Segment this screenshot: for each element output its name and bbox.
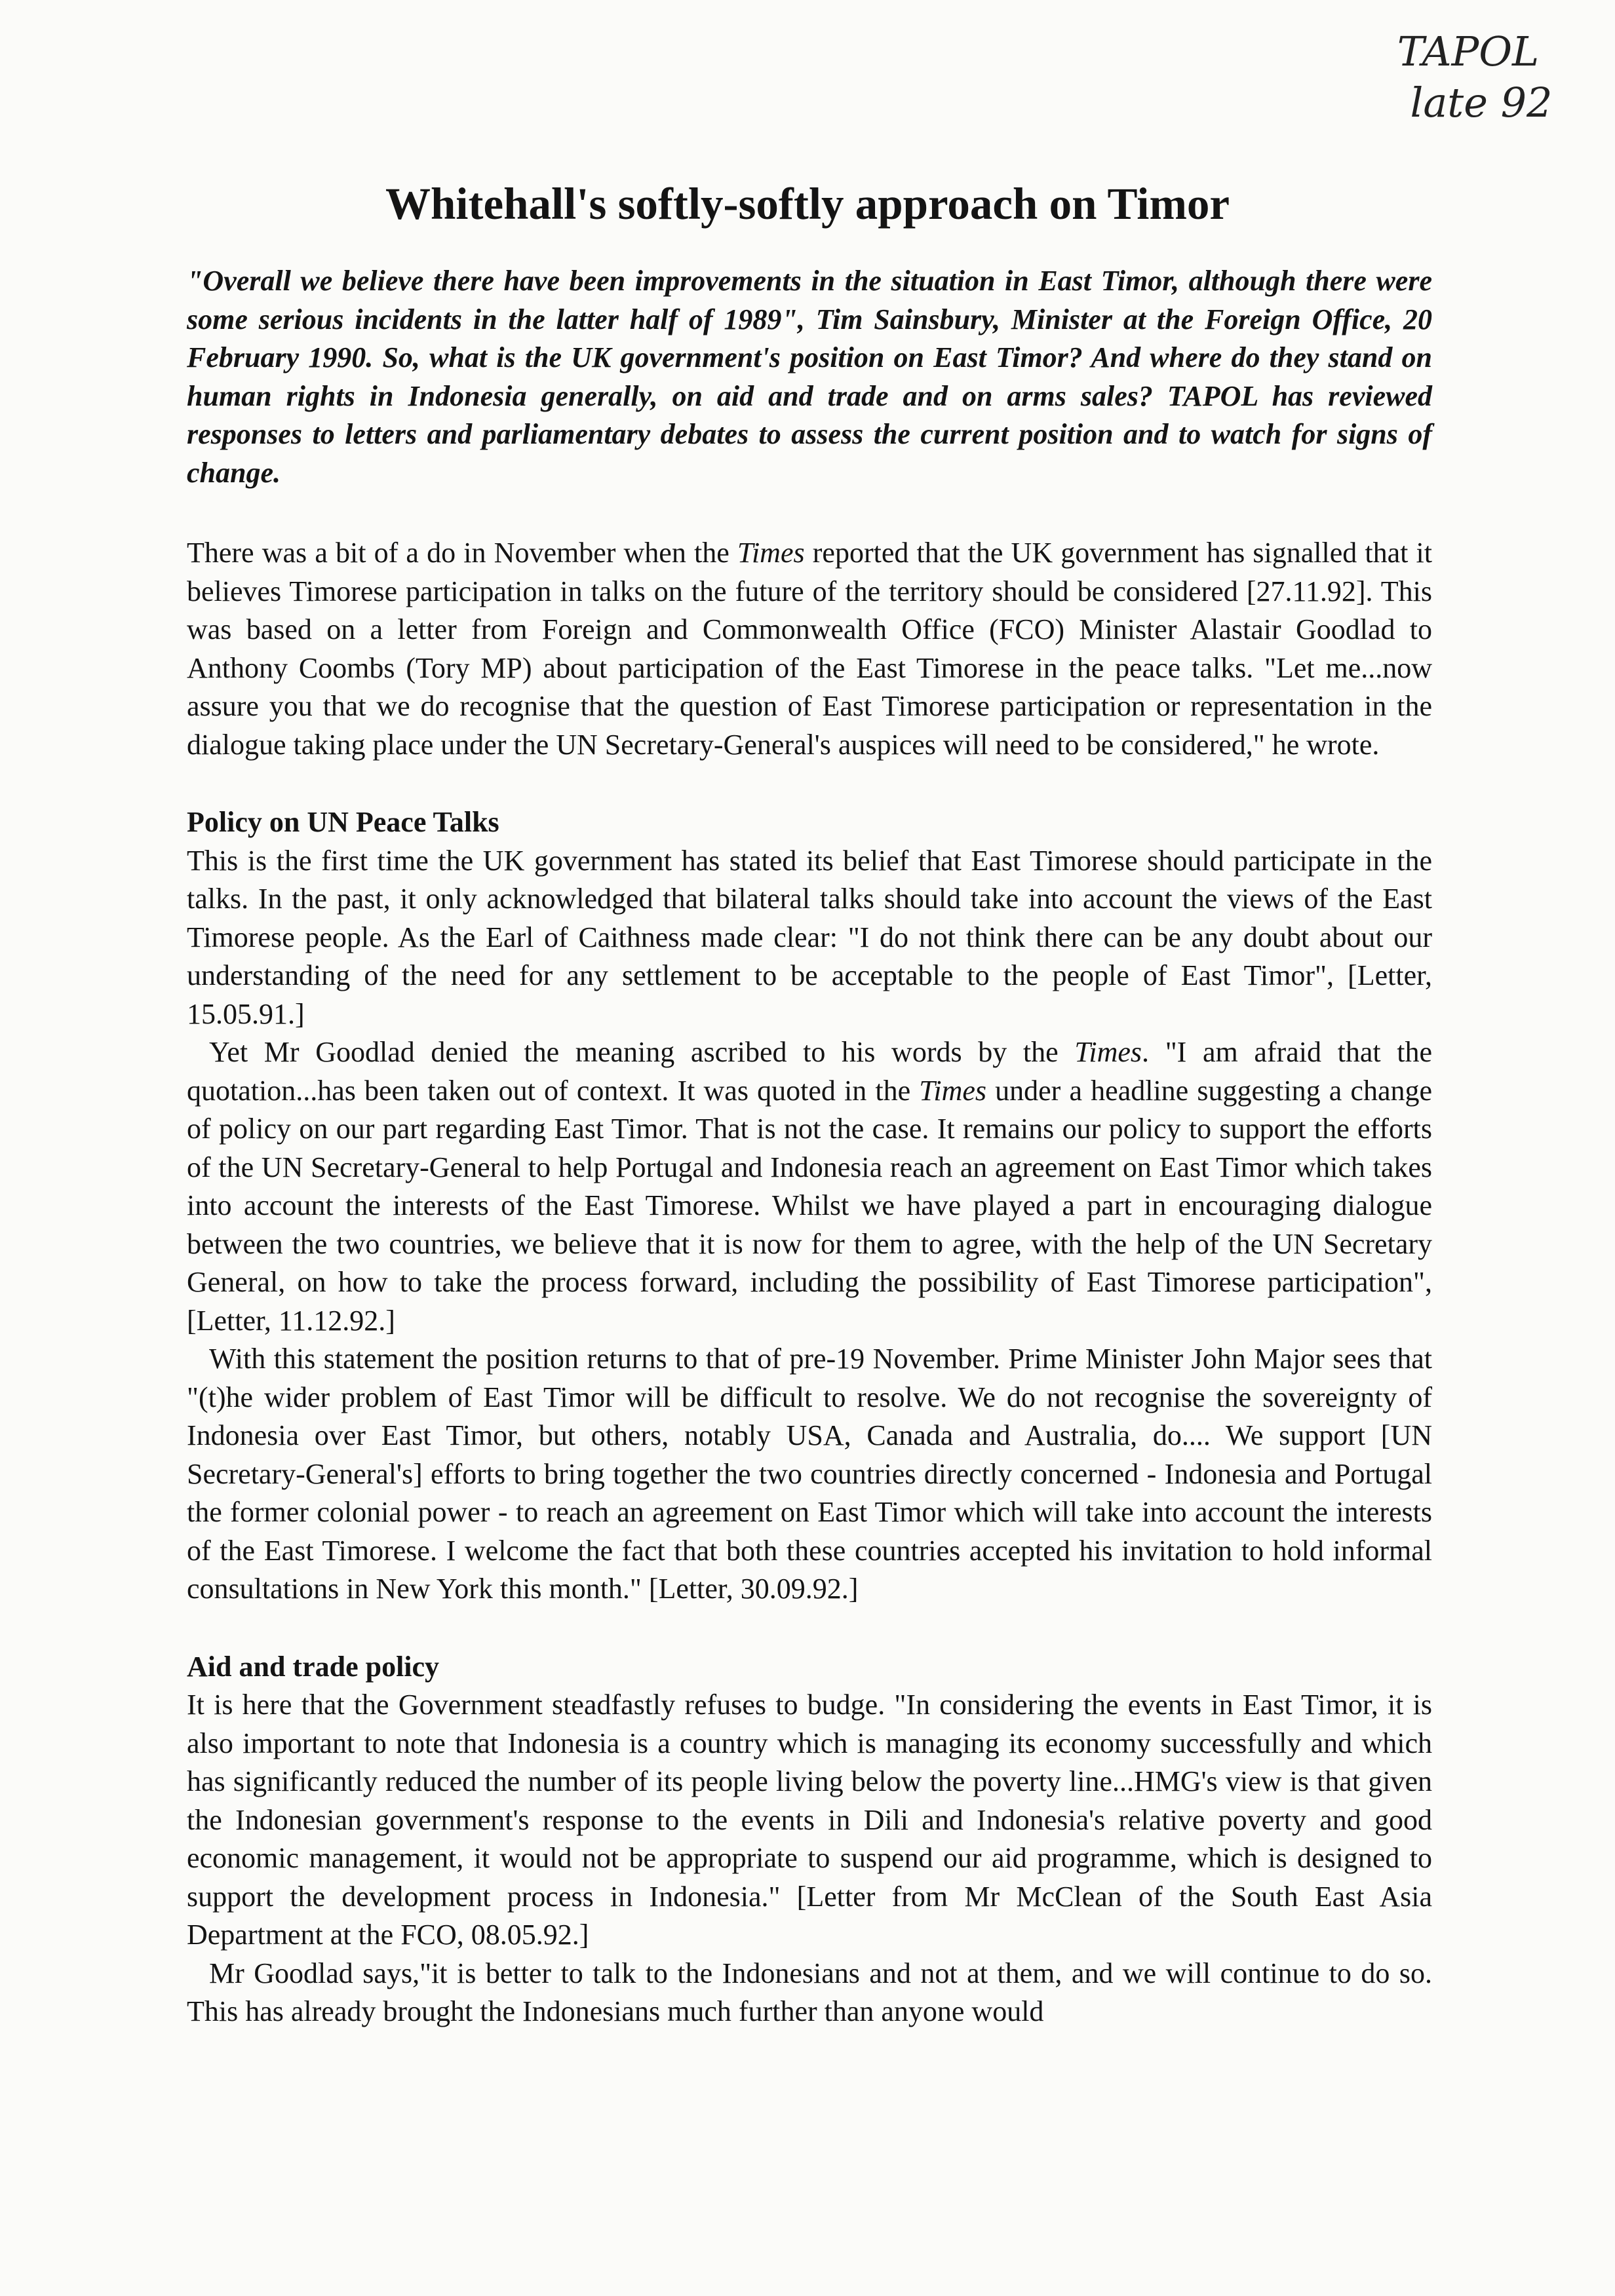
section-heading-aid-trade: Aid and trade policy (187, 1650, 440, 1683)
peace-talks-paragraph-2 (187, 1033, 1432, 1340)
handwritten-note-line1: TAPOL (1397, 28, 1540, 75)
intro-text-c: reported that the UK government has signalled that it believes Timorese participation in talks on the future of the territory should be considered [27.11.92]. This was based on a letter from Foreign and Commonwealth Office (FCO) Minister Alastair Goodlad to Anthony Coombs (Tory MP) about participation of the East Timorese in the peace talks. "Let me...now assure you that we do recognise that the question of East Timorese participation or representation in the dialogue taking place under the UN Secretary-General's auspices will need to be considered," he wrote. (187, 537, 1432, 761)
article-title: Whitehall's softly-softly approach on Timor (385, 179, 1230, 229)
intro-times-italic: Times (737, 537, 805, 569)
p2-times-italic-1: Times (1074, 1036, 1142, 1068)
article-body (187, 262, 1432, 2031)
aid-trade-paragraph-2: Mr Goodlad says,"it is better to talk to the Indonesians and not at them, and we will continue to do so. This has already brought the Indonesians much further than anyone would (187, 1957, 1432, 2027)
intro-paragraph (187, 534, 1432, 764)
p2-times-italic-2: Times (919, 1074, 986, 1107)
aid-trade-paragraph-1: It is here that the Government steadfastly refuses to budge. "In considering the events in East Timor, it is also important to note that Indonesia is a country which is managing its economy successfully and which has significantly reduced the number of its people living below the poverty line...HMG's view is that given the Indonesian government's response to the events in Dili and Indonesia's relative poverty and good economic management, it would not be appropriate to suspend our aid programme, which is designed to support the development process in Indonesia." [Letter from Mr McClean of the South East Asia Department at the FCO, 08.05.92.] (187, 1689, 1432, 1951)
intro-text-a: There was a bit of a do in November when the (187, 537, 737, 569)
peace-talks-paragraph-1: This is the first time the UK government has stated its belief that East Timorese should participate in the talks. In the past, it only acknowledged that bilateral talks should take into account the views of the East Timorese people. As the Earl of Caithness made clear: "I do not think there can be any doubt about our understanding of the need for any settlement to be acceptable to the people of East Timor", [Letter, 15.05.91.] (187, 844, 1432, 1030)
p2-text-e: under a headline suggesting a change of policy on our part regarding East Timor. That is not the case. It remains our policy to support the efforts of the UN Secretary-General to help Portugal and Indonesia reach an agreement on East Timor which takes into account the interests of the East Timorese. Whilst we have played a part in encouraging dialogue between the two countries, we believe that it is now for them to agree, with the help of the UN Secretary General, on how to take the process forward, including the possibility of East Timorese participation", [Letter, 11.12.92.] (187, 1074, 1432, 1337)
lead-paragraph: "Overall we believe there have been improvements in the situation in East Timor, although there were some serious incidents in the latter half of 1989", Tim Sainsbury, Minister at the Foreign Office, 20 February 1990. So, what is the UK government's position on East Timor? And where do they stand on human rights in Indonesia generally, on aid and trade and on arms sales? TAPOL has reviewed responses to letters and parliamentary debates to assess the current position and to watch for signs of change. (187, 265, 1432, 489)
peace-talks-paragraph-3: With this statement the position returns to that of pre-19 November. Prime Minister John Major sees that "(t)he wider problem of East Timor will be difficult to resolve. We do not recognise the sovereignty of Indonesia over East Timor, but others, notably USA, Canada and Australia, do.... We support [UN Secretary-General's] efforts to bring together the two countries directly concerned - Indonesia and Portugal the former colonial power - to reach an agreement on East Timor which will take into account the interests of the East Timorese. I welcome the fact that both these countries accepted his invitation to hold informal consultations in New York this month." [Letter, 30.09.92.] (187, 1343, 1432, 1605)
handwritten-note (1370, 26, 1566, 128)
p2-text-c: . "I am afraid that the quotation...has been taken out of context. It was quoted in the (187, 1036, 1432, 1107)
section-heading-peace-talks: Policy on UN Peace Talks (187, 806, 499, 838)
handwritten-note-line2: late 92 (1410, 79, 1553, 126)
p2-text-a: Yet Mr Goodlad denied the meaning ascribed to his words by the (209, 1036, 1075, 1068)
